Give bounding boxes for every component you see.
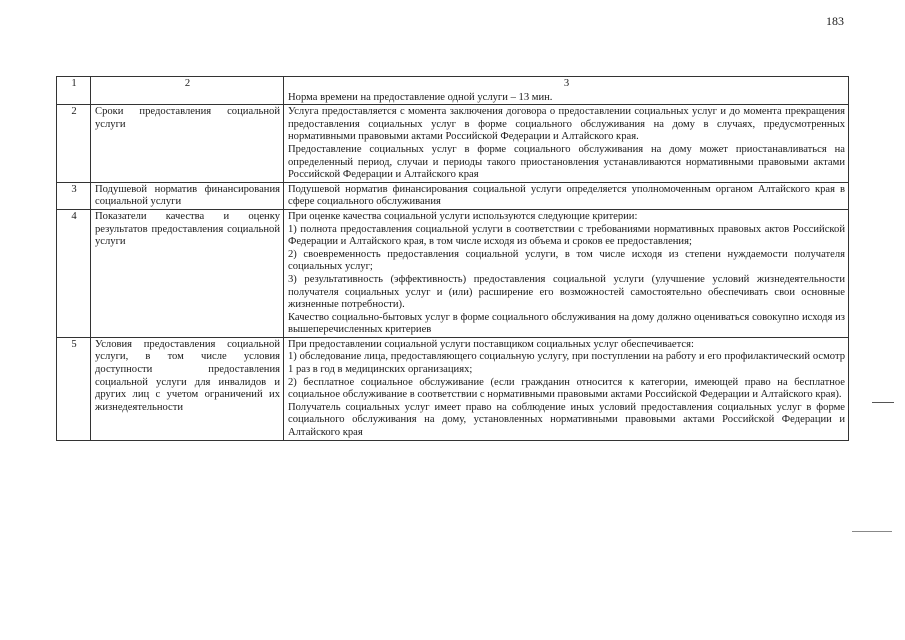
table-row [57, 209, 849, 337]
continuation-text: Норма времени на предоставление одной услуги – 13 мин. [284, 91, 849, 105]
table-row [57, 105, 849, 183]
row-description [284, 209, 849, 337]
row-number: 3 [57, 182, 91, 209]
table-row [57, 182, 849, 209]
paragraph: 1) полнота предоставления социальной услуги в соответствии с требованиями нормативных правовых актов Российской Федерации и Алтайского края, в том числе исходя из объема и сроков ее предоставления; [288, 223, 845, 248]
row-description [284, 105, 849, 183]
paragraph: 2) своевременность предоставления социальной услуги, в том числе исходя из степени нуждаемости получателя социальных услуг; [288, 248, 845, 273]
paragraph: 3) результативность (эффективность) предоставления социальной услуги (улучшение условий жизнедеятельности получателя социальных услуг и (или) расширение его возможностей самостоятельно обеспечивать свои основные жизненные потребности). [288, 273, 845, 311]
row-number: 2 [57, 105, 91, 183]
header-col-1: 1 [57, 77, 91, 91]
paragraph: При оценке качества социальной услуги используются следующие критерии: [288, 210, 638, 222]
continuation-row [57, 91, 849, 105]
row-description [284, 337, 849, 440]
header-col-3: 3 [284, 77, 849, 91]
row-name: Подушевой норматив финансирования социальной услуги [91, 182, 284, 209]
paragraph: Качество социально-бытовых услуг в форме социального обслуживания на дому должно оцениваться совокупно исходя из вышеперечисленных критериев [288, 311, 845, 336]
paragraph: Подушевой норматив финансирования социальной услуги определяется уполномоченным органом Алтайского края в сфере социального обслуживания [288, 183, 845, 208]
paragraph: При предоставлении социальной услуги поставщиком социальных услуг обеспечивается: [288, 338, 694, 350]
paragraph: Услуга предоставляется с момента заключения договора о предоставлении социальных услуг и до момента прекращения предоставления социальных услуг в форме социального обслуживания на дому в случаях, предусмотренных нормативными правовыми актами Российской Федерации и Алтайского края. [288, 106, 845, 143]
paragraph: Предоставление социальных услуг в форме социального обслуживания на дому может приостанавливаться на определенный период, случаи и периоды такого приостановления устанавливаются нормативными правовыми актами Российской Федерации и Алтайского края [288, 143, 845, 181]
table-header-row [57, 77, 849, 91]
row-name: Показатели качества и оценку результатов предоставления социальной услуги [91, 209, 284, 337]
row-name: Условия предоставления социальной услуги, в том числе условия доступности предоставления социальной услуги для инвалидов и других лиц с учетом ограничений их жизнедеятельности [91, 337, 284, 440]
row-description [284, 182, 849, 209]
services-table [56, 76, 849, 441]
scan-artifact [852, 531, 892, 532]
row-number: 4 [57, 209, 91, 337]
table-row [57, 337, 849, 440]
row-number: 5 [57, 337, 91, 440]
paragraph: 2) бесплатное социальное обслуживание (если гражданин относится к категории, имеющей право на бесплатное социальное обслуживание в соответствии с нормативными правовыми актами Российской Федерации и Алтайского края). [288, 376, 845, 401]
row-name: Сроки предоставления социальной услуги [91, 105, 284, 183]
paragraph: 1) обследование лица, предоставляющего социальную услугу, при поступлении на работу и его профилактический осмотр 1 раз в год в медицинских организациях; [288, 351, 845, 376]
paragraph: Получатель социальных услуг имеет право на соблюдение иных условий предоставления социальных услуг в форме социального обслуживания на дому, установленных нормативными правовыми актами Российской Федерации и Алтайского края [288, 401, 845, 439]
page-number: 183 [826, 14, 844, 28]
scan-artifact [872, 402, 894, 403]
header-col-2: 2 [91, 77, 284, 91]
